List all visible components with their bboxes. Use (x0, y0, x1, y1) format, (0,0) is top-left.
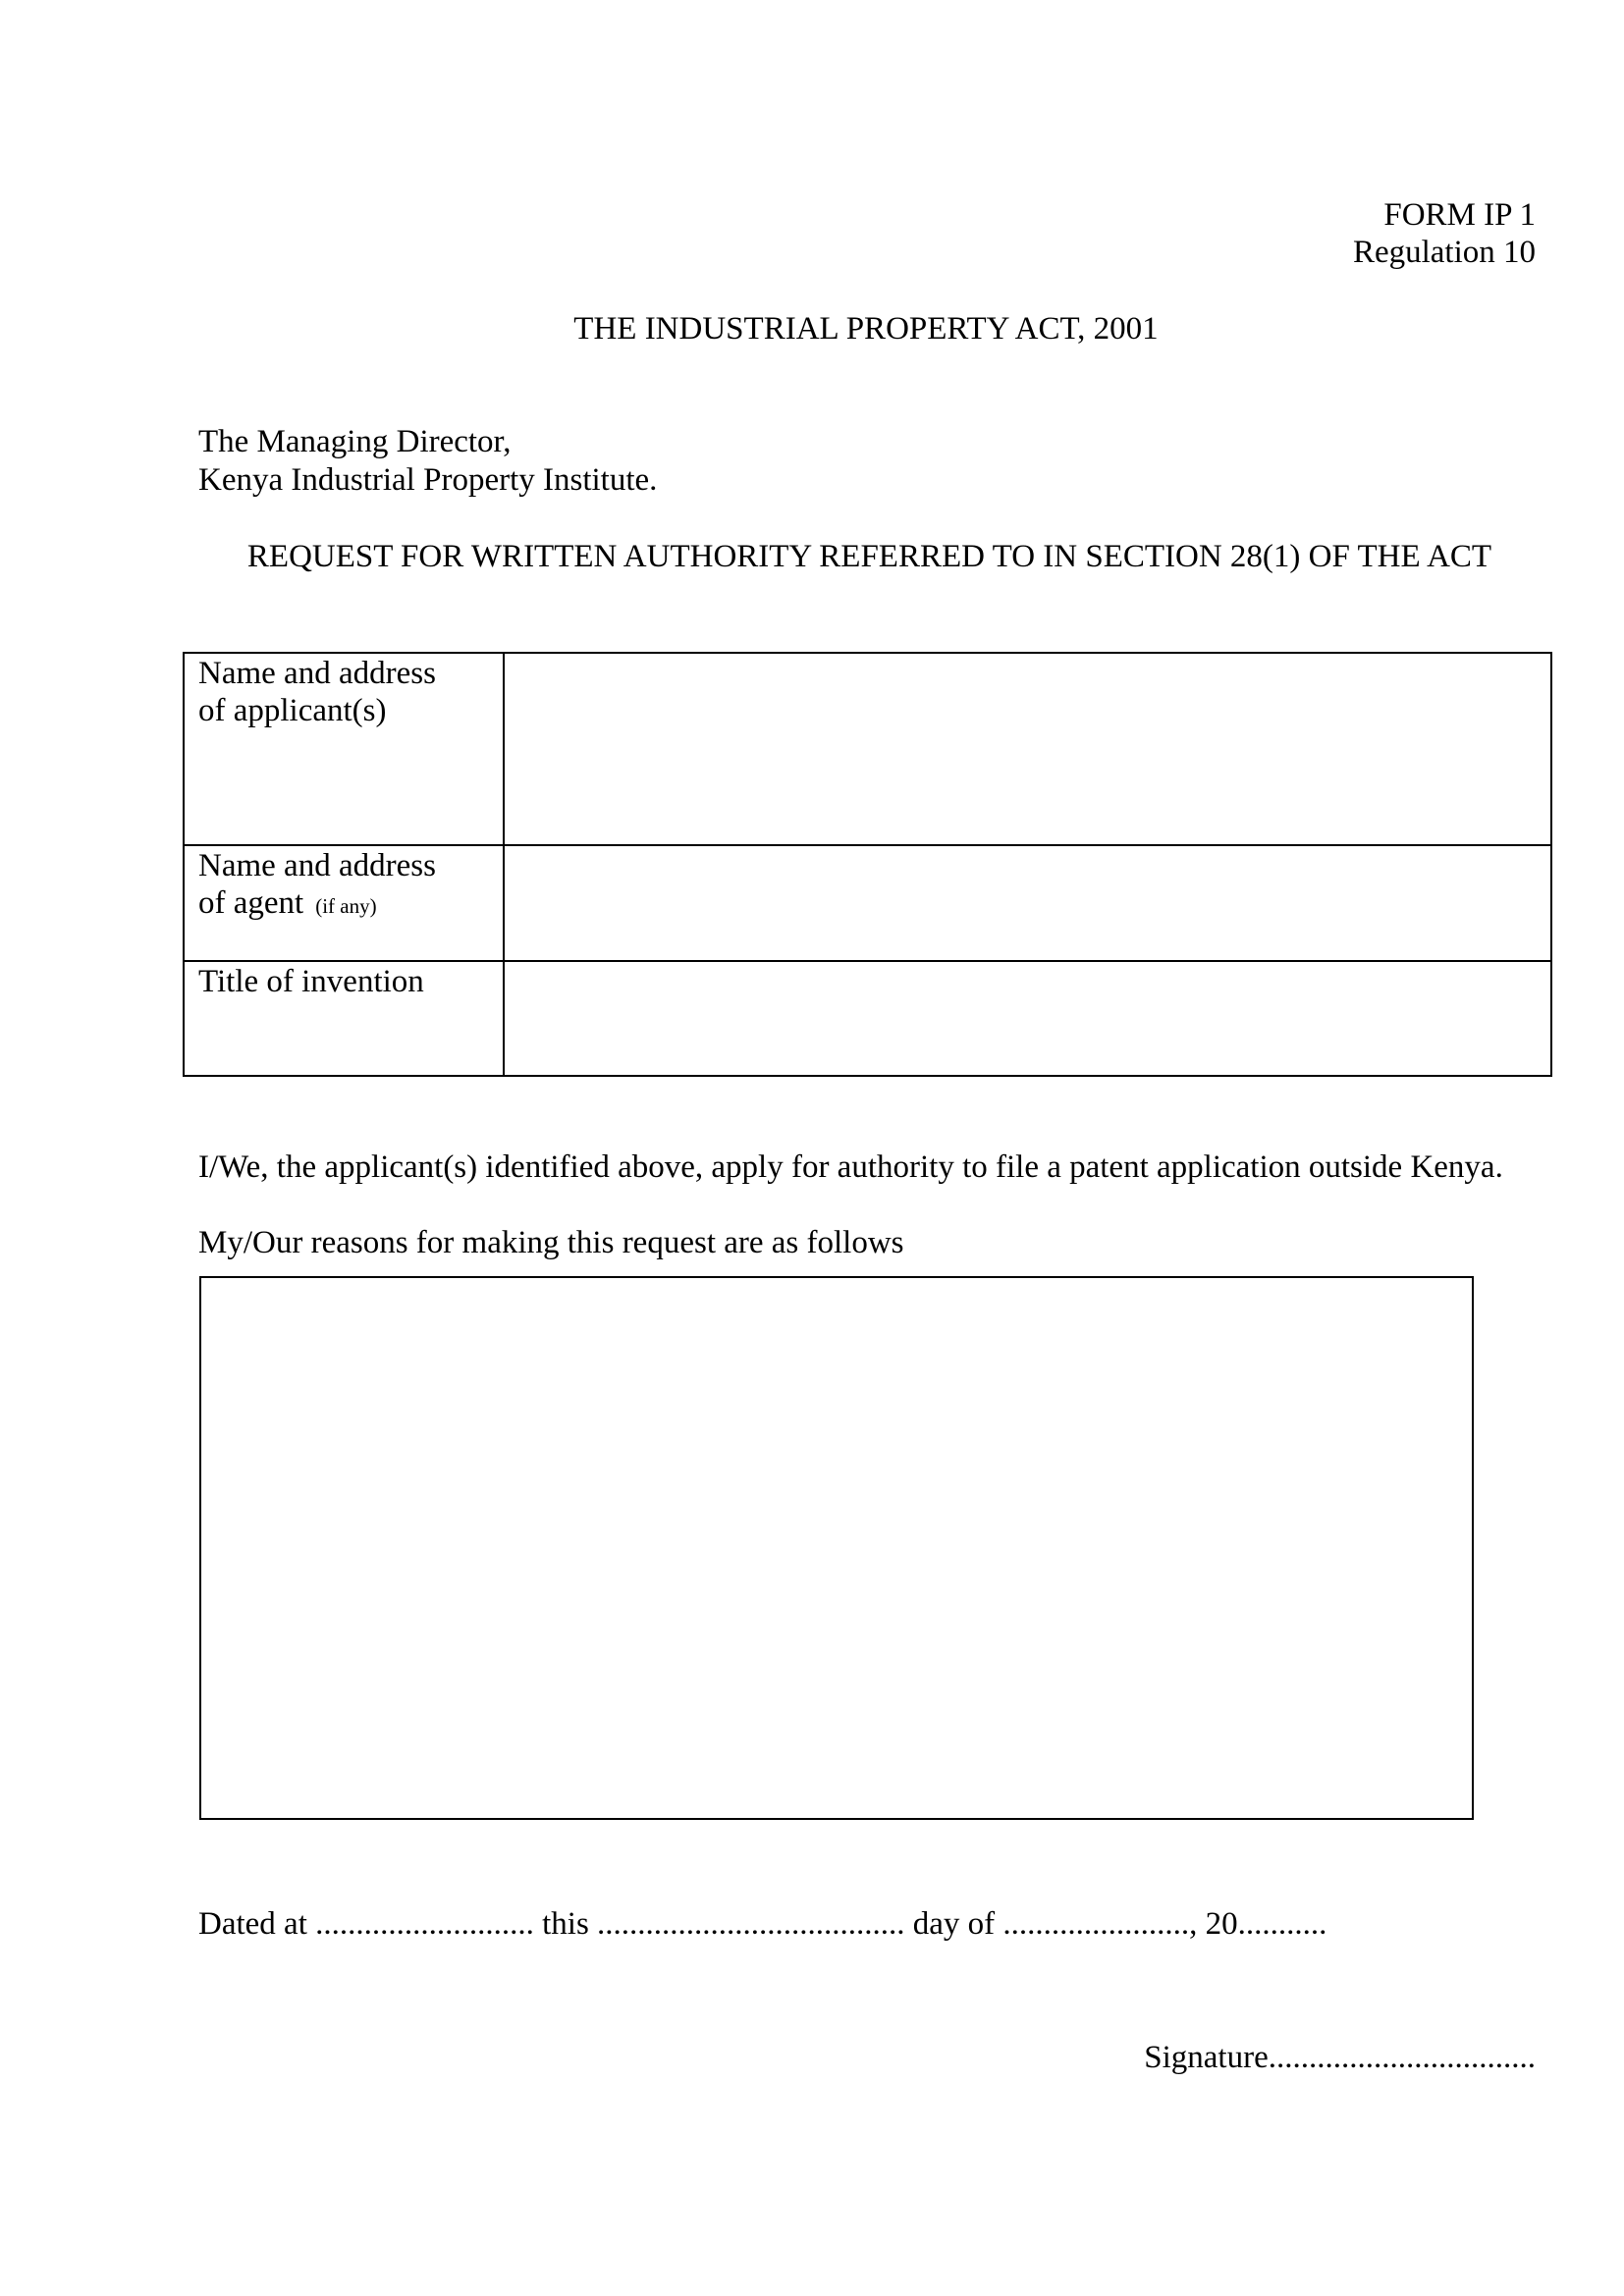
form-id: FORM IP 1 (1383, 197, 1536, 233)
request-title: REQUEST FOR WRITTEN AUTHORITY REFERRED TO IN SECTION 28(1) OF THE ACT (246, 539, 1492, 574)
agent-optional-note: (if any) (315, 894, 377, 918)
applicant-details-table (183, 652, 1552, 1077)
applicant-label-line2: of applicant(s) (198, 693, 387, 728)
agent-label-line2: of agent (198, 885, 304, 921)
reasons-text-box[interactable] (199, 1276, 1474, 1820)
reasons-label: My/Our reasons for making this request are as follows (198, 1225, 904, 1260)
declaration-statement: I/We, the applicant(s) identified above, apply for authority to file a patent application outside Kenya. (198, 1149, 1503, 1185)
table-row-invention-title (184, 961, 1551, 1076)
addressee-institution: Kenya Industrial Property Institute. (198, 462, 658, 498)
table-row-agent (184, 845, 1551, 961)
agent-name-address-field[interactable] (504, 845, 1551, 961)
agent-label-line1: Name and address (198, 848, 436, 883)
invention-title-field[interactable] (504, 961, 1551, 1076)
invention-title-label-text: Title of invention (198, 964, 424, 999)
applicant-label-line1: Name and address (198, 656, 436, 691)
addressee-title: The Managing Director, (198, 424, 512, 459)
applicant-label (184, 653, 504, 845)
applicant-name-address-field[interactable] (504, 653, 1551, 845)
act-title: THE INDUSTRIAL PROPERTY ACT, 2001 (573, 311, 1159, 347)
dated-line[interactable]: Dated at ........................... this ...................................... day of ......................., 20........... (198, 1906, 1327, 1942)
regulation-reference: Regulation 10 (1352, 235, 1536, 270)
signature-line[interactable]: Signature................................. (1144, 2040, 1536, 2075)
table-row-applicant (184, 653, 1551, 845)
invention-title-label (184, 961, 504, 1076)
agent-label (184, 845, 504, 961)
